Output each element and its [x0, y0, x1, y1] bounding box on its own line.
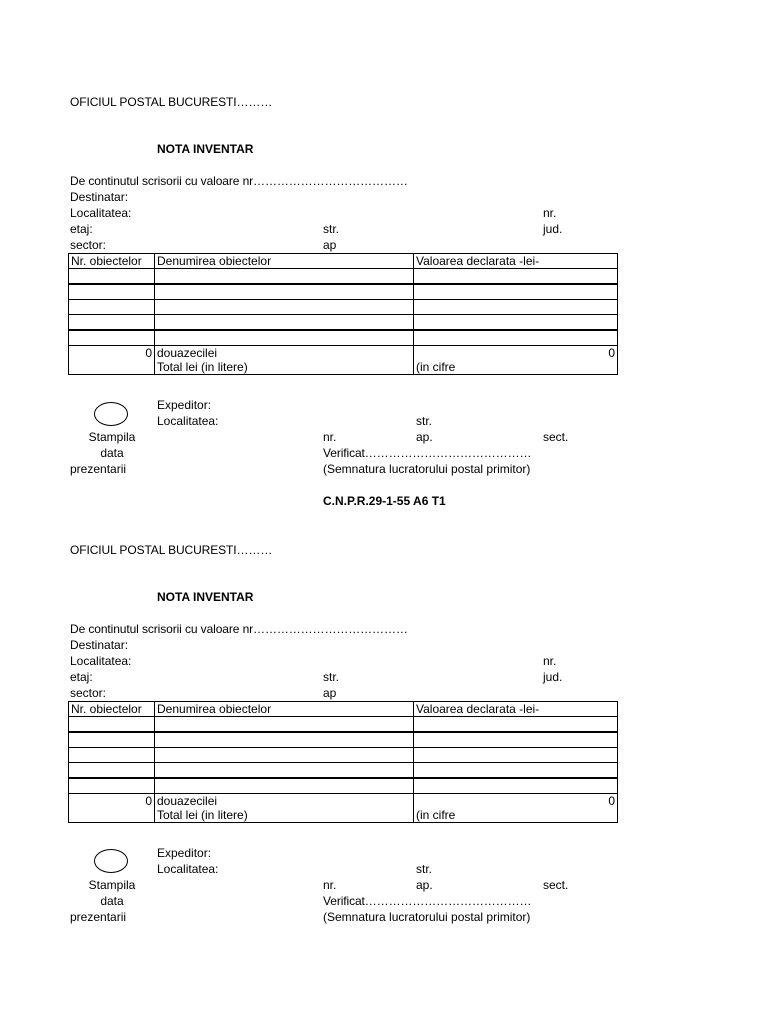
postal-worker-signature-label: (Semnatura lucratorului postal primitor): [323, 910, 531, 924]
table-total-row: [69, 346, 618, 361]
inventory-form-2: [0, 448, 768, 924]
recipient-county-label: jud.: [543, 670, 563, 684]
total-in-words: douazecilei: [155, 346, 414, 361]
recipient-number-label: nr.: [543, 654, 557, 668]
sender-street-label: str.: [416, 862, 433, 876]
total-count: 0: [69, 794, 155, 809]
table-row: [69, 300, 618, 315]
stamp-presentation-label: prezentarii: [70, 910, 127, 924]
inventory-table: [68, 701, 618, 823]
total-digits-label: (in cifre: [414, 808, 618, 823]
recipient-number-label: nr.: [543, 206, 557, 220]
table-row: [69, 763, 618, 779]
table-row: [69, 732, 618, 748]
table-total-row: [69, 794, 618, 809]
form-title: NOTA INVENTAR: [157, 142, 254, 156]
table-row: [69, 330, 618, 346]
recipient-label: Destinatar:: [70, 190, 129, 204]
sender-sector-label: sect.: [543, 878, 569, 892]
sender-locality-label: Localitatea:: [157, 862, 219, 876]
table-row: [69, 269, 618, 285]
stamp-oval: [94, 402, 128, 426]
table-row: [69, 717, 618, 733]
table-row: [69, 748, 618, 763]
table-total-labels-row: [69, 360, 618, 375]
form-title: NOTA INVENTAR: [157, 590, 254, 604]
stamp-date-label: data: [100, 446, 124, 460]
total-value: 0: [414, 346, 618, 361]
recipient-floor-label: etaj:: [70, 222, 93, 236]
column-header-name: Denumirea obiectelor: [155, 702, 414, 717]
sender-label: Expeditor:: [157, 846, 212, 860]
table-row: [69, 778, 618, 794]
recipient-street-label: str.: [323, 670, 340, 684]
stamp-oval: [94, 849, 128, 873]
total-words-label: Total lei (in litere): [155, 360, 414, 375]
table-row: [69, 315, 618, 331]
stamp-presentation-label: prezentarii: [70, 462, 127, 476]
sender-number-label: nr.: [323, 430, 337, 444]
recipient-floor-label: etaj:: [70, 670, 93, 684]
recipient-street-label: str.: [323, 222, 340, 236]
form-code: C.N.P.R.29-1-55 A6 T1: [323, 494, 446, 508]
recipient-apartment-label: ap: [323, 686, 337, 700]
column-header-name: Denumirea obiectelor: [155, 254, 414, 269]
sender-sector-label: sect.: [543, 430, 569, 444]
total-words-label: Total lei (in litere): [155, 808, 414, 823]
inventory-table: [68, 253, 618, 375]
total-count: 0: [69, 346, 155, 361]
sender-apartment-label: ap.: [416, 878, 433, 892]
sender-apartment-label: ap.: [416, 430, 433, 444]
post-office-name: OFICIUL POSTAL BUCURESTI………: [70, 543, 273, 557]
inventory-form-1: [0, 0, 768, 508]
letter-number-line: De continutul scrisorii cu valoare nr…………………………………: [70, 622, 408, 636]
post-office-name: OFICIUL POSTAL BUCURESTI………: [70, 95, 273, 109]
recipient-apartment-label: ap: [323, 238, 337, 252]
recipient-sector-label: sector:: [70, 238, 107, 252]
recipient-locality-label: Localitatea:: [70, 206, 132, 220]
recipient-sector-label: sector:: [70, 686, 107, 700]
total-value: 0: [414, 794, 618, 809]
column-header-count: Nr. obiectelor: [69, 702, 155, 717]
verified-line: Verificat……………………………………: [323, 894, 532, 908]
table-row: [69, 284, 618, 300]
total-in-words: douazecilei: [155, 794, 414, 809]
letter-number-line: De continutul scrisorii cu valoare nr…………………………………: [70, 174, 408, 188]
table-header-row: [69, 702, 618, 717]
stamp-label: Stampila: [88, 878, 136, 892]
recipient-county-label: jud.: [543, 222, 563, 236]
stamp-label: Stampila: [88, 430, 136, 444]
total-digits-label: (in cifre: [414, 360, 618, 375]
sender-locality-label: Localitatea:: [157, 414, 219, 428]
postal-worker-signature-label: (Semnatura lucratorului postal primitor): [323, 462, 531, 476]
sender-number-label: nr.: [323, 878, 337, 892]
column-header-value: Valoarea declarata -lei-: [414, 254, 618, 269]
table-header-row: [69, 254, 618, 269]
sender-street-label: str.: [416, 414, 433, 428]
recipient-label: Destinatar:: [70, 638, 129, 652]
column-header-value: Valoarea declarata -lei-: [414, 702, 618, 717]
verified-line: Verificat……………………………………: [323, 446, 532, 460]
recipient-locality-label: Localitatea:: [70, 654, 132, 668]
column-header-count: Nr. obiectelor: [69, 254, 155, 269]
stamp-date-label: data: [100, 894, 124, 908]
sender-label: Expeditor:: [157, 398, 212, 412]
table-total-labels-row: [69, 808, 618, 823]
